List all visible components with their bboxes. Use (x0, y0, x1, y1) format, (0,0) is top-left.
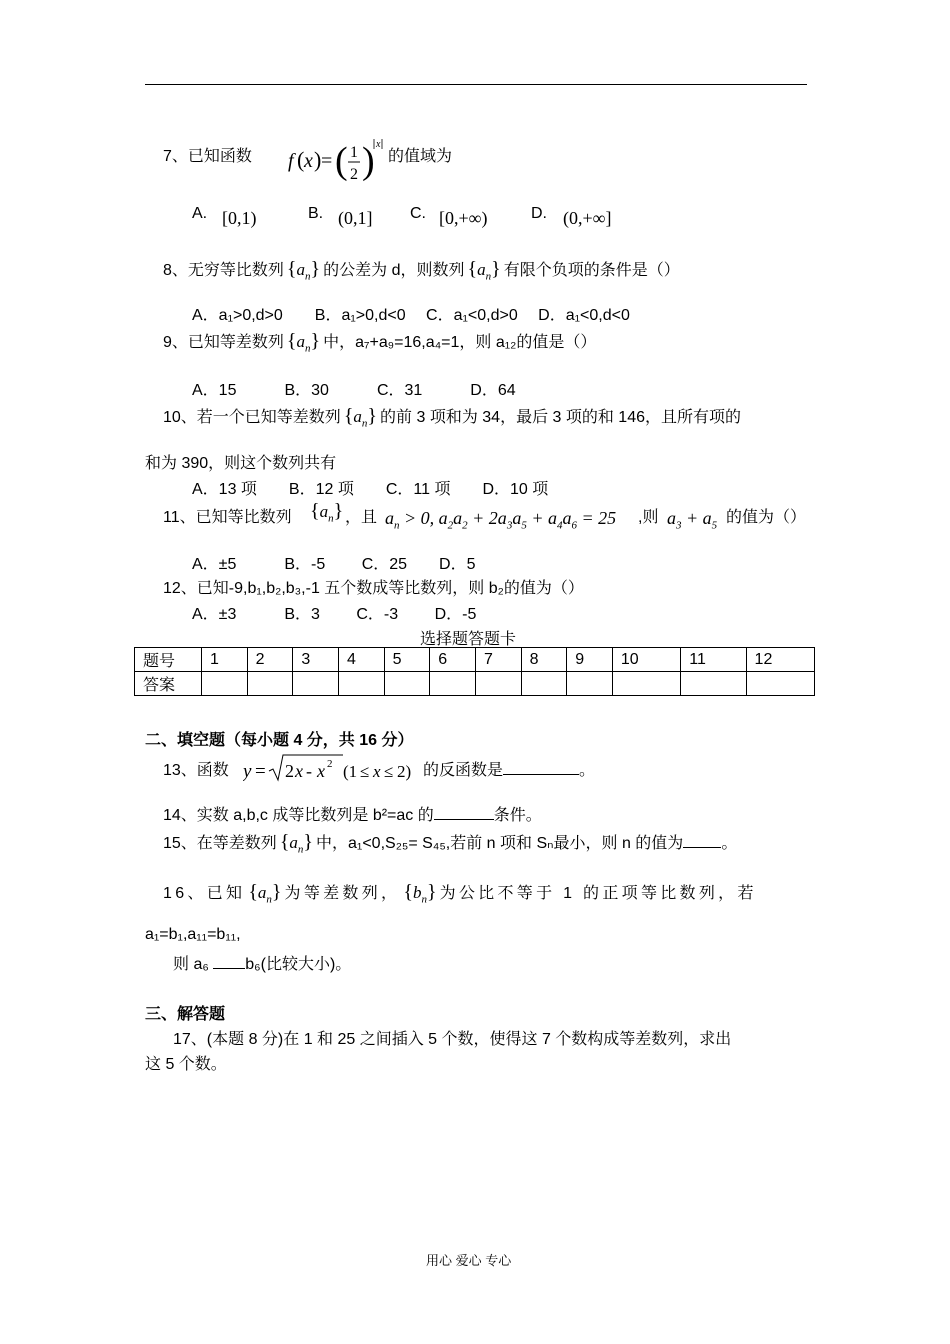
q7-option-d-label: D. (531, 205, 547, 222)
svg-text:1: 1 (350, 144, 358, 161)
answer-card-table (134, 647, 815, 696)
answer-cell[interactable] (475, 672, 521, 696)
q11-pre: 11、已知等比数列 (163, 509, 292, 526)
seq-an-icon: $\{a_n\}$ (286, 330, 321, 355)
q7-formula (288, 135, 388, 194)
answer-card-number: 5 (384, 648, 430, 672)
q9-pre: 9、已知等差数列 (163, 334, 284, 351)
answer-card-number: 12 (746, 648, 814, 672)
q7-formula-svg (288, 135, 388, 189)
q10-tail: 的前 3 项和为 34，最后 3 项的和 146，且所有项的 (380, 409, 741, 426)
answer-cell[interactable] (612, 672, 680, 696)
svg-text:-: - (306, 761, 312, 781)
q8-pre: 8、无穷等比数列 (163, 262, 284, 279)
answer-cell[interactable] (338, 672, 384, 696)
answer-cell[interactable] (521, 672, 567, 696)
answer-card-number: 10 (612, 648, 680, 672)
q8-tail: 有限个负项的条件是（） (503, 262, 680, 279)
svg-text:≤: ≤ (384, 762, 394, 781)
q16-tail: 为公比不等于 1 的正项等比数列，若 (439, 885, 757, 902)
q11-expression: $a_3 + a_5$ (667, 508, 718, 532)
svg-text:(: ( (335, 140, 348, 182)
page-footer: 用心 爱心 专心 (426, 1253, 512, 1268)
section3-title: 三、解答题 (145, 1006, 226, 1023)
answer-cell[interactable] (746, 672, 814, 696)
answer-card-number: 11 (681, 648, 746, 672)
q16-line3 (173, 951, 351, 974)
svg-text:≤: ≤ (360, 762, 370, 781)
svg-text:2: 2 (285, 761, 294, 781)
q8-options: A．a₁>0,d>0 B．a₁>0,d<0 C．a₁<0,d>0 D．a₁<0,d<0 (192, 307, 630, 324)
q8-line (163, 257, 680, 282)
q15-end: 。 (721, 835, 738, 852)
svg-text:): ) (362, 140, 375, 182)
q14-line (163, 802, 542, 825)
q14-tail: 条件。 (493, 807, 542, 824)
q17-line2: 这 5 个数。 (145, 1056, 227, 1073)
q16-line (163, 880, 757, 905)
q11-tail: 的值为（） (726, 509, 807, 526)
q16-line3-pre: 则 a₆ (173, 956, 209, 973)
svg-text:x: x (304, 150, 313, 172)
answer-card-number-row (135, 648, 815, 672)
answer-card-number: 7 (475, 648, 521, 672)
q11-options: A．±5 B．-5 C．25 D．5 (192, 556, 476, 573)
svg-text:x: x (317, 761, 325, 781)
answer-cell[interactable] (384, 672, 430, 696)
answer-card-row2-label: 答案 (135, 672, 202, 696)
q7-option-b: (0,1] (338, 208, 373, 228)
q13-end: 。 (579, 762, 596, 779)
q16-line3-tail: b₆(比较大小)。 (245, 956, 352, 973)
seq-bn-icon: $\{b_n\}$ (403, 881, 437, 906)
q17-line1: 17、(本题 8 分)在 1 和 25 之间插入 5 个数，使得这 7 个数构成等差数列，求出 (173, 1031, 732, 1048)
answer-card-number: 8 (521, 648, 567, 672)
q7-option-a: [0,1) (222, 208, 257, 228)
q7-option-d: (0,+∞] (563, 208, 612, 228)
q13-answer-blank[interactable] (503, 760, 579, 775)
q13-formula (243, 751, 423, 788)
answer-card-number: 3 (293, 648, 339, 672)
q9-tail: 中，a₇+a₉=16,a₄=1，则 a₁₂的值是（） (323, 334, 597, 351)
seq-an-icon: $\{a_n\}$ (279, 831, 314, 856)
svg-text:): ) (314, 147, 322, 172)
q10-pre: 10、若一个已知等差数列 (163, 409, 341, 426)
svg-text:x: x (373, 762, 381, 781)
answer-card-number: 6 (430, 648, 476, 672)
svg-text:f: f (288, 150, 294, 172)
header-rule (145, 84, 807, 85)
answer-cell[interactable] (293, 672, 339, 696)
svg-text:=: = (255, 761, 266, 782)
svg-text:2: 2 (350, 166, 358, 183)
q13-tail-line (423, 757, 595, 780)
seq-an-icon: $\{a_n\}$ (310, 500, 344, 525)
q9-line (163, 329, 596, 354)
q16-answer-blank[interactable] (213, 954, 245, 969)
svg-text:(1: (1 (343, 762, 358, 781)
q7-text: 7、已知函数 (163, 148, 252, 165)
q15-tail: 中，a₁<0,S₂₅= S₄₅,若前 n 项和 Sₙ最小，则 n 的值为 (316, 835, 684, 852)
q15-answer-blank[interactable] (683, 833, 721, 848)
answer-cell[interactable] (681, 672, 746, 696)
q13-pre: 13、函数 (163, 762, 229, 779)
answer-cell[interactable] (247, 672, 293, 696)
q10-line2: 和为 390，则这个数列共有 (145, 455, 337, 472)
answer-card-number: 2 (247, 648, 293, 672)
answer-card-answer-row (135, 672, 815, 696)
q7-option-a-label: A. (192, 205, 208, 222)
svg-text:y: y (243, 761, 252, 782)
seq-an-icon: $\{a_n\}$ (286, 258, 321, 283)
q14-answer-blank[interactable] (434, 805, 494, 820)
q10-options: A．13 项 B．12 项 C．11 项 D．10 项 (192, 481, 549, 498)
q8-mid: 的公差为 d，则数列 (323, 262, 465, 279)
svg-text:(: ( (297, 147, 305, 172)
section2-title: 二、填空题（每小题 4 分，共 16 分） (145, 732, 414, 749)
svg-text:x: x (295, 761, 303, 781)
svg-text:2: 2 (327, 758, 333, 770)
q7-option-c-label: C. (410, 205, 426, 222)
q12-options: A．±3 B．3 C．-3 D．-5 (192, 606, 477, 623)
q10-line (163, 404, 741, 429)
q7-option-b-label: B. (308, 205, 324, 222)
answer-cell[interactable] (202, 672, 248, 696)
answer-cell[interactable] (567, 672, 613, 696)
seq-an-icon: $\{a_n\}$ (467, 258, 501, 283)
q7-tail: 的值域为 (388, 148, 453, 165)
svg-text:2): 2) (397, 762, 412, 781)
q11-condition: $a_n > 0$, $a_2a_2 + 2a_3a_5 + a_4a_6 = 25$ (385, 508, 617, 532)
q15-pre: 15、在等差数列 (163, 835, 277, 852)
q12-text: 12、已知-9,b₁,b₂,b₃,-1 五个数成等比数列，则 b₂的值为（） (163, 580, 584, 597)
answer-card-number: 4 (338, 648, 384, 672)
answer-card-title: 选择题答题卡 (420, 631, 517, 648)
answer-card-row1-label: 题号 (135, 648, 202, 672)
svg-text:x: x (376, 139, 381, 150)
q7-option-c: [0,+∞) (439, 208, 488, 228)
svg-text:=: = (321, 150, 333, 172)
q16-mid: 为等差数列， (284, 885, 401, 902)
q16-pre: 16、已知 (163, 885, 246, 902)
q15-line (163, 830, 737, 855)
q13-formula-svg (243, 751, 423, 783)
q9-options: A．15 B．30 C．31 D．64 (192, 382, 516, 399)
q11-mid: ，且 (345, 509, 378, 526)
answer-cell[interactable] (430, 672, 476, 696)
seq-an-icon: $\{a_n\}$ (248, 881, 282, 906)
answer-card-number: 9 (567, 648, 613, 672)
q16-line2: a₁=b₁,a₁₁=b₁₁, (145, 926, 241, 943)
q13-tail: 的反函数是 (423, 762, 504, 779)
answer-card-number: 1 (202, 648, 248, 672)
q11-then: ,则 (638, 509, 659, 526)
q14-pre: 14、实数 a,b,c 成等比数列是 b²=ac 的 (163, 807, 434, 824)
seq-an-icon: $\{a_n\}$ (343, 405, 378, 430)
